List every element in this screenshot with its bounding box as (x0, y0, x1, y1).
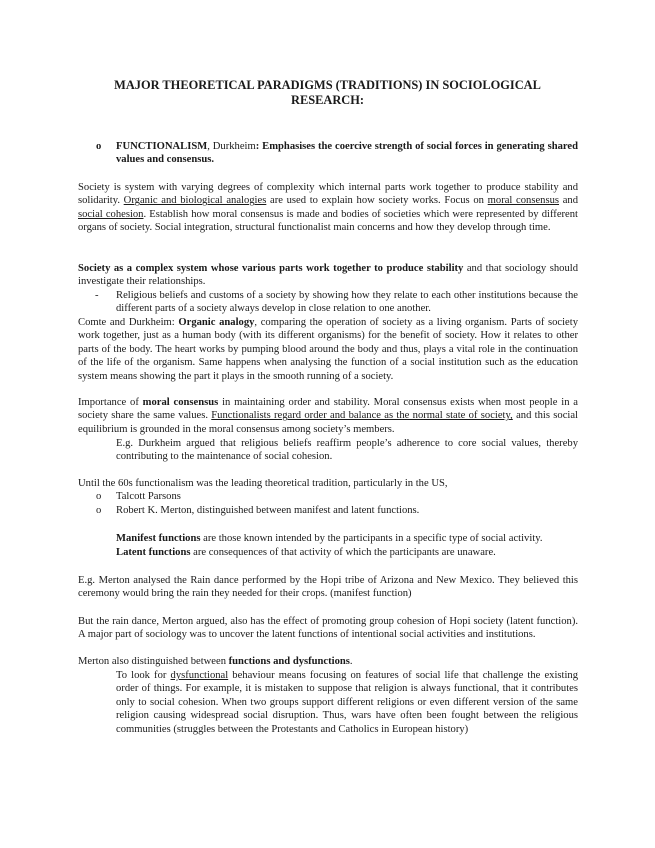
dys-text-2: behaviour means focusing on features of social life that challenge the existing order of things. For example, it is mistaken to suppose that religion is always functional, that it contributes only to social cohesion. When two groups support different religions or even different version of the same religion causing widespread social disruption. Thus, wars have often been fought between the religious communities (struggles between the Protestants and Catholics in European history) (116, 670, 578, 735)
list-item-merton: Robert K. Merton, distinguished between manifest and latent functions. (116, 505, 420, 516)
paragraph-moral-consensus (78, 396, 578, 436)
merton-end: . (349, 656, 353, 667)
dys-text-1: To look for (116, 670, 171, 681)
paragraph-society-system (78, 181, 578, 235)
comte-bold: Organic analogy (178, 317, 255, 328)
paragraph-complex-system (78, 262, 578, 289)
para2-rest: and that sociology should investigate their relationships. (78, 263, 578, 288)
para1-text-2: are used to explain how society works. Focus on (266, 195, 488, 207)
paragraph-group-cohesion: But the rain dance, Merton argued, also has the effect of promoting group cohesion of Hopi society (latent function). A major part of sociology was to uncover the latent functions of intentional social activities and institutions. (78, 616, 578, 641)
para3-underline: Functionalists regard order and balance as the normal state of society, (211, 410, 513, 422)
functionalism-heading (116, 140, 578, 167)
manifest-rest: are those known intended by the participants in a specific type of social activity. (200, 533, 543, 544)
functionalism-emphasis: Emphasises the coercive strength of social forces in generating shared values and consensus. (116, 141, 578, 166)
latent-bold: Latent functions (116, 547, 191, 558)
dash-marker: - (95, 290, 99, 301)
para2-bold: Society as a complex system whose various parts work together to produce stability (78, 263, 464, 274)
bullet-marker: o (96, 141, 102, 152)
paragraph-dysfunctional (116, 669, 578, 736)
latent-rest: are consequences of that activity of which the participants are unaware. (190, 547, 496, 558)
comte-rest: , comparing the operation of society as a living organism. Parts of society work together, just as a human body (with its different organisms) for the benefit of society. How it relates to other parts of the body. The heart works by pumping blood around the body and thus, plays a vital role in the continuation of the life of the organism. Same happens when analysing the function of a social institution such as the education system means showing the part it plays in the smooth running of a society. (78, 317, 579, 382)
title-line-2: RESEARCH: (291, 93, 364, 107)
para1-underline-analogies: Organic and biological analogies (123, 195, 267, 207)
para1-text-1: Society is system with varying degrees of complexity which internal parts work together to produce stability and solidarity. (78, 182, 578, 207)
page-title (100, 78, 555, 108)
paragraph-sixties: Until the 60s functionalism was the leading theoretical tradition, particularly in the US, (78, 478, 448, 489)
para3-text-1: Importance of (78, 397, 143, 408)
manifest-functions (116, 532, 586, 545)
merton-bold: functions and dysfunctions (228, 656, 350, 667)
para1-underline-moral-consensus: moral consensus (487, 195, 560, 207)
para3-text-2: in maintaining order and stability. Moral consensus exists when most people in a society share the same values. (78, 397, 578, 422)
para3-text-3: and this social equilibrium is grounded in the moral consensus among society’s members. (78, 410, 578, 435)
example-durkheim: E.g. Durkheim argued that religious beliefs reaffirm people’s adherence to core social values, thereby contributing to the maintenance of social cohesion. (116, 438, 578, 463)
paragraph-dysfunctions-intro (78, 655, 578, 668)
list-bullet: o (96, 491, 102, 502)
list-item-parsons: Talcott Parsons (116, 491, 181, 502)
para1-text-4: . Establish how moral consensus is made and bodies of societies which were represented by different organs of society. Social integration, structural functionalist main concerns and how they develop through time. (78, 208, 578, 234)
para1-underline-social-cohesion: social cohesion (78, 208, 144, 220)
list-item-religious-beliefs: Religious beliefs and customs of a society by showing how they relate to each other institutions because the different parts of a society always develop in close relation to one another. (116, 290, 578, 315)
list-bullet: o (96, 505, 102, 516)
comte-start: Comte and Durkheim: (78, 317, 179, 328)
para3-bold: moral consensus (142, 397, 219, 408)
paragraph-organic-analogy (78, 316, 578, 383)
manifest-bold: Manifest functions (116, 533, 201, 544)
functionalism-colon: : (255, 141, 263, 152)
paragraph-rain-dance: E.g. Merton analysed the Rain dance performed by the Hopi tribe of Arizona and New Mexico. They believed this ceremony would bring the rain they needed for their crops. (manifest function) (78, 575, 578, 600)
para1-text-3: and (559, 195, 578, 207)
title-line-1: MAJOR THEORETICAL PARADIGMS (TRADITIONS) IN SOCIOLOGICAL (114, 78, 541, 92)
functionalism-name: FUNCTIONALISM (116, 141, 208, 152)
latent-functions (116, 546, 586, 559)
functionalism-author: , Durkheim (207, 141, 256, 152)
dys-underline: dysfunctional (170, 670, 229, 681)
merton-start: Merton also distinguished between (78, 656, 229, 667)
